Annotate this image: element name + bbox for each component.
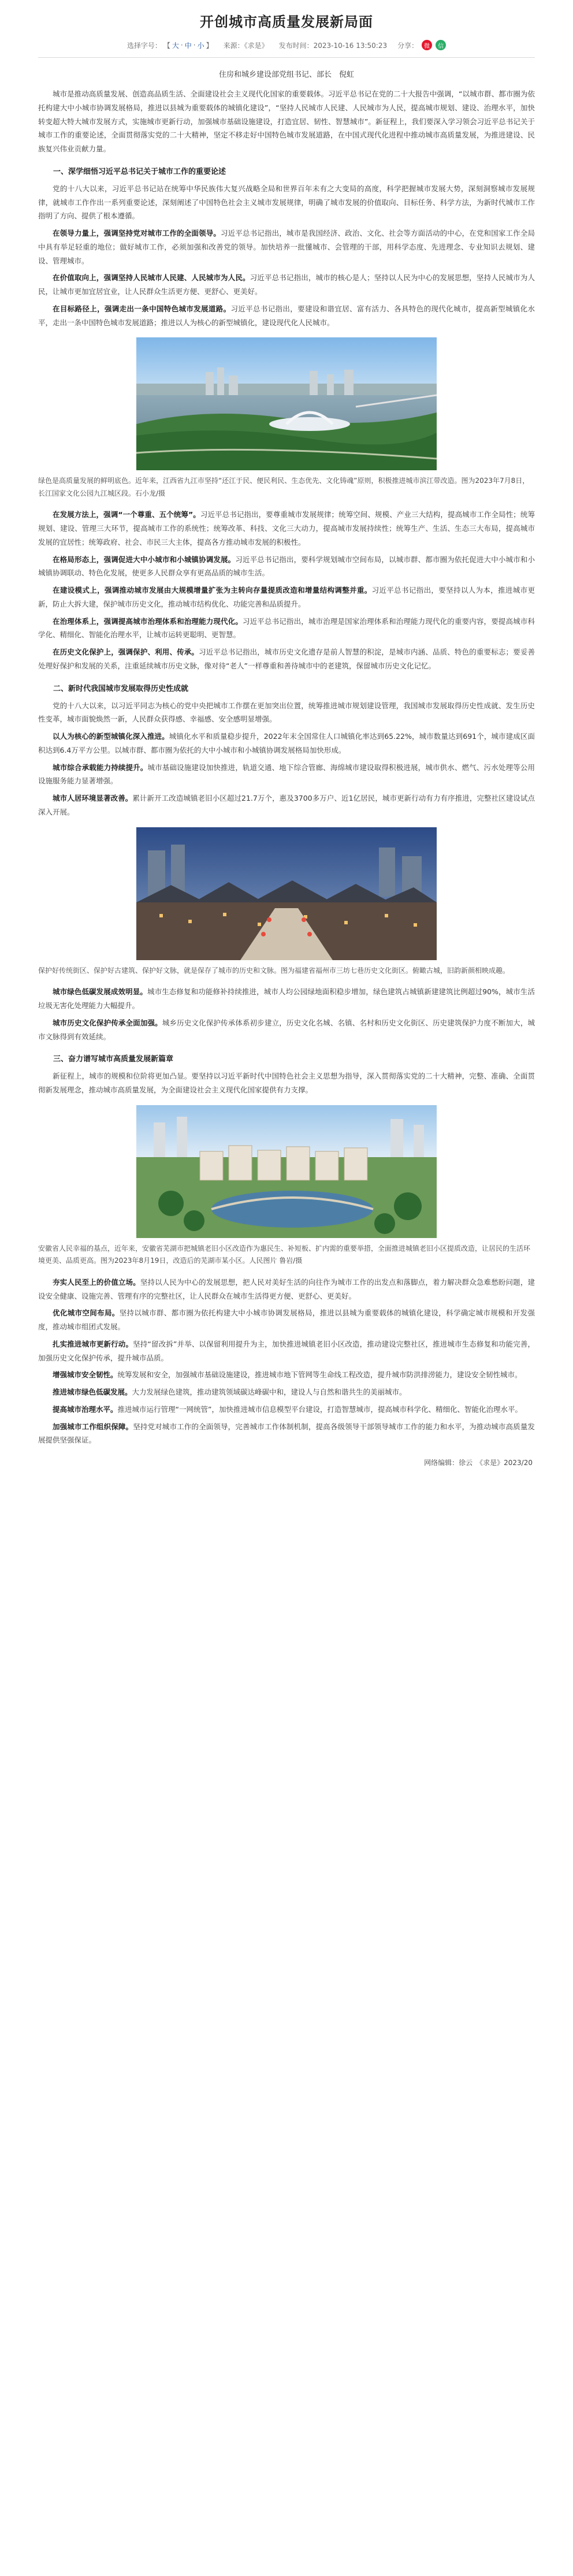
paragraph: 新征程上，城市的规模和位阶将更加凸显。要坚持以习近平新时代中国特色社会主义思想为指导，深入贯彻落实党的二十大精神，完整、准确、全面贯彻新发展理念，推动城市高质量发展，为全面建设社会主义现代化国家提供有力支撑。 bbox=[38, 1072, 535, 1095]
photo-caption: 安徽省人民幸福的基点，近年来，安徽省芜湖市把城镇老旧小区改造作为惠民生、补短板、扩内需的重要举措，全面推进城镇老旧小区提质改造，让居民的生活环境更美、品质更高。图为2023年8月19日，改造后的芜湖市某小区。人民图片 鲁岩/摄 bbox=[38, 1244, 531, 1265]
wechat-share-icon[interactable]: 信 bbox=[436, 40, 446, 50]
paragraph-lead: 城市综合承载能力持续提升。 bbox=[53, 763, 148, 772]
paragraph bbox=[38, 615, 535, 642]
paragraph-body: 坚持党对城市工作的全面领导，完善城市工作体制机制，提高各级领导干部领导城市工作的能力和水平，为推动城市高质量发展提供坚强保证。 bbox=[38, 1422, 535, 1445]
paragraph bbox=[38, 1385, 535, 1399]
paragraph-lead: 城市历史文化保护传承全面加强。 bbox=[53, 1018, 162, 1027]
photo-jiujiang-riverside bbox=[136, 337, 437, 470]
photo-fuzhou-historic-district bbox=[136, 827, 437, 960]
paragraph-body: 坚持“留改拆”并举、以保留利用提升为主，加快推进城镇老旧小区改造，推动建设完整社区，推进城市生态修复和功能完善，加强历史文化保护传承，提升城市品质。 bbox=[38, 1339, 535, 1362]
paragraph-lead: 扎实推进城市更新行动。 bbox=[53, 1339, 133, 1348]
paragraph-body: 习近平总书记指出，要坚持以人为本，推进城市更新，防止大拆大建，保护城市历史文化，推动城市结构优化、功能完善和品质提升。 bbox=[38, 586, 535, 608]
paragraph bbox=[38, 302, 535, 330]
paragraph-body: 城市基础设施建设加快推进，轨道交通、地下综合管廊、海绵城市建设取得积极进展，城市供水、燃气、污水处理等公用设施服务能力显著增强。 bbox=[38, 763, 535, 786]
author-line: 住房和城乡建设部党组书记、部长 倪虹 bbox=[218, 70, 354, 79]
paragraph bbox=[38, 583, 535, 611]
photo-wuhu-residential-image bbox=[136, 1105, 437, 1238]
paragraph bbox=[38, 1306, 535, 1334]
paragraph-body: 习近平总书记指出，要科学规划城市空间布局，以城市群、都市圈为依托促进大中小城市和小城镇协调联动、特色化发展，使更多人民群众享有更高品质的城市生活。 bbox=[38, 555, 535, 578]
font-size-selector: 选择字号： 【 大 · 中 · 小 】 bbox=[126, 41, 213, 50]
paragraph-lead: 城市人居环境显著改善。 bbox=[53, 794, 133, 803]
paragraph-lead: 在发展方法上，强调“一个尊重、五个统筹”。 bbox=[53, 510, 200, 519]
paragraph bbox=[38, 791, 535, 819]
paragraph bbox=[38, 1337, 535, 1365]
paragraph-lead: 推进城市绿色低碳发展。 bbox=[53, 1388, 132, 1397]
article-title: 开创城市高质量发展新局面 bbox=[200, 14, 373, 30]
paragraph-body: 习近平总书记指出，城市的核心是人；坚持以人民为中心的发展思想，坚持人民城市为人民，让城市更加宜居宜业，让人民群众生活更方便、更舒心、更美好。 bbox=[38, 273, 535, 296]
paragraph-lead: 在治理体系上，强调提高城市治理体系和治理能力现代化。 bbox=[53, 616, 243, 626]
paragraph-lead: 在建设模式上，强调推动城市发展由大规模增量扩张为主转向存量提质改造和增量结构调整并重。 bbox=[53, 586, 372, 595]
paragraph bbox=[38, 761, 535, 789]
paragraph-body: 城镇化水平和质量稳步提升，2022年末全国常住人口城镇化率达到65.22%，城市数量达到691个，城市建成区面积达到6.4万平方公里。以城市群、都市圈为依托的大中小城市和小城镇协调发展格局加快形成。 bbox=[38, 732, 535, 754]
photo-caption: 保护好传统街区、保护好古建筑、保护好文脉，就是保存了城市的历史和文脉。图为福建省福州市三坊七巷历史文化街区。俯瞰古城，旧韵新颜相映成趣。 bbox=[38, 966, 510, 975]
paragraph-body: 习近平总书记指出，城市治理是国家治理体系和治理能力现代化的重要内容，要提高城市科学化、精细化、智能化治理水平，让城市运转更聪明、更智慧。 bbox=[38, 616, 535, 640]
paragraph-lead: 在目标路径上，强调走出一条中国特色城市发展道路。 bbox=[53, 304, 231, 313]
section-heading: 二、新时代我国城市发展取得历史性成就 bbox=[53, 684, 189, 693]
paragraph bbox=[38, 1368, 535, 1382]
paragraph-body: 习近平总书记指出，城市历史文化遗存是前人智慧的积淀，是城市内涵、品质、特色的重要标志；要妥善处理好保护和发展的关系，注重延续城市历史文脉，像对待“老人”一样尊重和善待城市中的老建筑，保留城市历史文化记忆。 bbox=[38, 648, 535, 670]
font-size-label: 选择字号： bbox=[126, 41, 162, 50]
paragraph-body: 习近平总书记指出，城市是我国经济、政治、文化、社会等方面活动的中心，在党和国家工作全局中具有举足轻重的地位；做好城市工作，必须加强和改善党的领导。加快培养一批懂城市、会管理的干部，用科学态度、先进理念、专业知识去规划、建设、管理城市。 bbox=[38, 229, 535, 265]
paragraph-body: 坚持以人民为中心的发展思想，把人民对美好生活的向往作为城市工作的出发点和落脚点，着力解决群众急难愁盼问题，建设安全健康、设施完善、管理有序的完整社区，让人民群众在城市生活得更方便、更舒心、更美好。 bbox=[38, 1277, 535, 1300]
photo-jiujiang-riverside-image bbox=[136, 337, 437, 470]
paragraph-body: 累计新开工改造城镇老旧小区超过21.7万个，惠及3700多万户、近1亿居民，城市更新行动有力有序推进，完整社区建设试点深入开展。 bbox=[38, 794, 535, 816]
paragraph-lead: 优化城市空间布局。 bbox=[53, 1309, 120, 1318]
paragraph-lead: 城市绿色低碳发展成效明显。 bbox=[53, 987, 147, 997]
paragraph-lead: 增强城市安全韧性。 bbox=[53, 1370, 118, 1380]
paragraph-body: 推进城市运行管理“一网统管”，加快推进城市信息模型平台建设，打造智慧城市，提高城市科学化、精细化、智能化治理水平。 bbox=[117, 1404, 522, 1414]
weibo-share-icon[interactable]: 微 bbox=[422, 40, 432, 50]
paragraph-body: 城乡历史文化保护传承体系初步建立，历史文化名城、名镇、名村和历史文化街区、历史建筑保护力度不断加大，城市文脉得到有效延续。 bbox=[38, 1018, 535, 1041]
photo-caption: 绿色是高质量发展的鲜明底色。近年来，江西省九江市坚持“还江于民、便民利民、生态优先、文化铸魂”原则，积极推进城市滨江带改造。图为2023年7月8日，长江国家文化公园九江城区段。石小龙/摄 bbox=[38, 477, 530, 497]
paragraph: 党的十八大以来，以习近平同志为核心的党中央把城市工作摆在更加突出位置，统筹推进城市规划建设管理，我国城市发展取得历史性成就、发生历史性变革，城市面貌焕然一新，人民群众获得感、幸福感、安全感明显增强。 bbox=[38, 701, 535, 724]
paragraph bbox=[38, 645, 535, 673]
paragraph-body: 大力发展绿色建筑，推动建筑领域碳达峰碳中和，建设人与自然和谐共生的美丽城市。 bbox=[132, 1388, 407, 1397]
meta-bar bbox=[38, 40, 535, 58]
photo-wuhu-residential bbox=[136, 1105, 437, 1238]
paragraph-body: 统筹发展和安全，加强城市基础设施建设，推进城市地下管网等生命线工程改造，提升城市防洪排涝能力，建设安全韧性城市。 bbox=[117, 1370, 522, 1380]
font-size-large-button[interactable]: 大 bbox=[172, 41, 179, 50]
paragraph bbox=[38, 1403, 535, 1417]
font-size-small-button[interactable]: 小 bbox=[197, 41, 204, 50]
paragraph bbox=[38, 985, 535, 1013]
source-label: 来源：《求是》 bbox=[223, 41, 269, 50]
photo-fuzhou-historic-district-image bbox=[136, 827, 437, 960]
paragraph: 党的十八大以来，习近平总书记站在统筹中华民族伟大复兴战略全局和世界百年未有之大变局的高度，科学把握城市发展大势，深刻洞察城市发展规律，就城市工作作出一系列重要论述，深刻阐述了中国特色社会主义城市发展规律，明确了城市发展的价值取向、目标任务、科学方法，为新时代城市工作指明了方向、提供了根本遵循。 bbox=[38, 184, 535, 221]
paragraph bbox=[38, 1276, 535, 1303]
paragraph bbox=[38, 730, 535, 757]
paragraph-body: 习近平总书记指出，要尊重城市发展规律；统筹空间、规模、产业三大结构，提高城市工作全局性；统筹规划、建设、管理三大环节，提高城市工作的系统性；统筹改革、科技、文化三大动力，提高城市发展持续性；统筹生产、生活、生态三大布局，提高城市发展的宜居性；统筹政府、社会、市民三大主体，提高各方推动城市发展的积极性。 bbox=[38, 510, 535, 547]
paragraph-body: 坚持以城市群、都市圈为依托构建大中小城市协调发展格局，推进以县城为重要载体的城镇化建设，科学确定城市规模和开发强度，推动城市组团式发展。 bbox=[38, 1309, 535, 1332]
paragraph bbox=[38, 1016, 535, 1044]
publish-date: 发布时间：2023-10-16 13:50:23 bbox=[278, 41, 388, 50]
editor-credit: 网络编辑：徐云 《求是》2023/20 bbox=[424, 1459, 533, 1467]
article bbox=[38, 0, 535, 1467]
paragraph bbox=[38, 271, 535, 299]
share-label: 分享： bbox=[397, 41, 419, 50]
paragraph-lead: 提高城市治理水平。 bbox=[53, 1404, 118, 1414]
paragraph-lead: 在格局形态上，强调促进大中小城市和小城镇协调发展。 bbox=[53, 555, 236, 564]
paragraph-body: 习近平总书记指出，要建设和谐宜居、富有活力、各具特色的现代化城市，提高新型城镇化水平，走出一条中国特色城市发展道路；推进以人为核心的新型城镇化，建设现代化人民城市。 bbox=[38, 304, 535, 327]
paragraph-lead: 加强城市工作组织保障。 bbox=[53, 1422, 133, 1431]
section-heading: 三、奋力谱写城市高质量发展新篇章 bbox=[53, 1055, 174, 1064]
paragraph-lead: 夯实人民至上的价值立场。 bbox=[53, 1277, 140, 1287]
section-heading: 一、深学细悟习近平总书记关于城市工作的重要论述 bbox=[53, 167, 226, 176]
share-bar bbox=[397, 40, 446, 50]
paragraph-lead: 在历史文化保护上，强调保护、利用、传承。 bbox=[53, 648, 199, 657]
font-size-medium-button[interactable]: 中 bbox=[184, 41, 192, 50]
intro-paragraph: 城市是推动高质量发展、创造高品质生活、全面建设社会主义现代化国家的重要载体。习近平总书记在党的二十大报告中强调，“以城市群、都市圈为依托构建大中小城市协调发展格局，推进以县城为重要载体的城镇化建设”，“坚持人民城市人民建、人民城市为人民，提高城市规划、建设、治理水平，加快转变超大特大城市发展方式，实施城市更新行动，加强城市基础设施建设，打造宜居、韧性、智慧城市”。新征程上，我们要深入学习领会习近平总书记关于城市工作的重要论述，全面贯彻落实党的二十大精神，坚定不移走好中国特色城市发展道路，在中国式现代化进程中推动城市高质量发展，为推进建设、民族复兴伟业贡献力量。 bbox=[38, 90, 535, 153]
paragraph-lead: 在价值取向上，强调坚持人民城市人民建、人民城市为人民。 bbox=[53, 273, 250, 282]
paragraph-lead: 以人为核心的新型城镇化深入推进。 bbox=[53, 732, 169, 741]
paragraph bbox=[38, 226, 535, 267]
paragraph bbox=[38, 1420, 535, 1448]
paragraph-body: 城市生态修复和功能修补持续推进，城市人均公园绿地面积稳步增加，绿色建筑占城镇新建建筑比例超过90%，城市生活垃圾无害化处理能力大幅提升。 bbox=[38, 987, 535, 1010]
paragraph bbox=[38, 553, 535, 581]
paragraph bbox=[38, 508, 535, 549]
paragraph-lead: 在领导力量上，强调坚持党对城市工作的全面领导。 bbox=[53, 229, 221, 237]
